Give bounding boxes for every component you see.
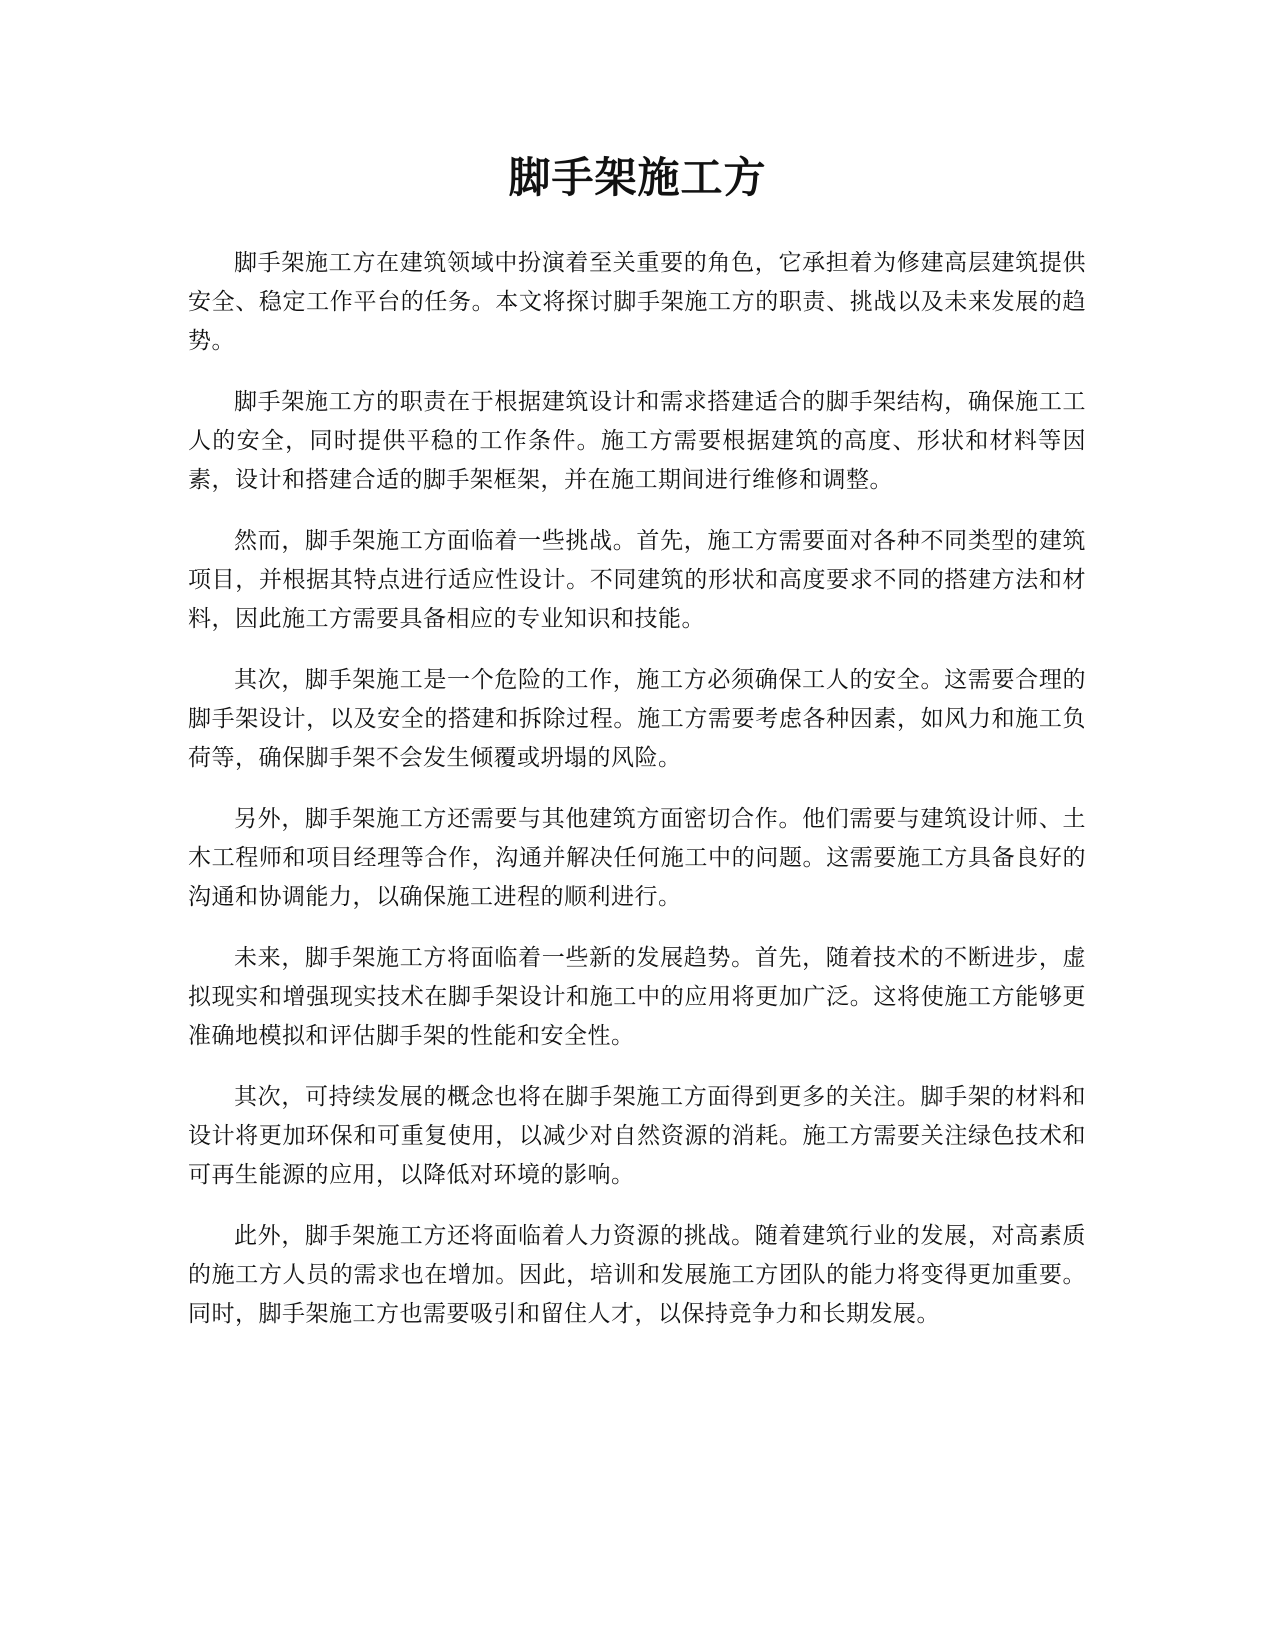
- paragraph-3: 然而，脚手架施工方面临着一些挑战。首先，施工方需要面对各种不同类型的建筑项目，并根据其特点进行适应性设计。不同建筑的形状和高度要求不同的搭建方法和材料，因此施工方需要具备相应的专业知识和技能。: [188, 528, 1086, 632]
- document-body: [188, 244, 1086, 1356]
- paragraph-7: 其次，可持续发展的概念也将在脚手架施工方面得到更多的关注。脚手架的材料和设计将更加环保和可重复使用，以减少对自然资源的消耗。施工方需要关注绿色技术和可再生能源的应用，以降低对环境的影响。: [188, 1084, 1086, 1188]
- paragraph-5: 另外，脚手架施工方还需要与其他建筑方面密切合作。他们需要与建筑设计师、土木工程师和项目经理等合作，沟通并解决任何施工中的问题。这需要施工方具备良好的沟通和协调能力，以确保施工进程的顺利进行。: [188, 806, 1086, 910]
- paragraph-4: 其次，脚手架施工是一个危险的工作，施工方必须确保工人的安全。这需要合理的脚手架设计，以及安全的搭建和拆除过程。施工方需要考虑各种因素，如风力和施工负荷等，确保脚手架不会发生倾覆或坍塌的风险。: [188, 667, 1086, 771]
- paragraph-2: 脚手架施工方的职责在于根据建筑设计和需求搭建适合的脚手架结构，确保施工工人的安全，同时提供平稳的工作条件。施工方需要根据建筑的高度、形状和材料等因素，设计和搭建合适的脚手架框架，并在施工期间进行维修和调整。: [188, 389, 1086, 493]
- paragraph-6: 未来，脚手架施工方将面临着一些新的发展趋势。首先，随着技术的不断进步，虚拟现实和增强现实技术在脚手架设计和施工中的应用将更加广泛。这将使施工方能够更准确地模拟和评估脚手架的性能和安全性。: [188, 945, 1086, 1049]
- page-title: 脚手架施工方: [508, 153, 767, 202]
- paragraph-8: 此外，脚手架施工方还将面临着人力资源的挑战。随着建筑行业的发展，对高素质的施工方人员的需求也在增加。因此，培训和发展施工方团队的能力将变得更加重要。同时，脚手架施工方也需要吸引和留住人才，以保持竞争力和长期发展。: [188, 1223, 1086, 1327]
- paragraph-1: 脚手架施工方在建筑领域中扮演着至关重要的角色，它承担着为修建高层建筑提供安全、稳定工作平台的任务。本文将探讨脚手架施工方的职责、挑战以及未来发展的趋势。: [188, 250, 1086, 354]
